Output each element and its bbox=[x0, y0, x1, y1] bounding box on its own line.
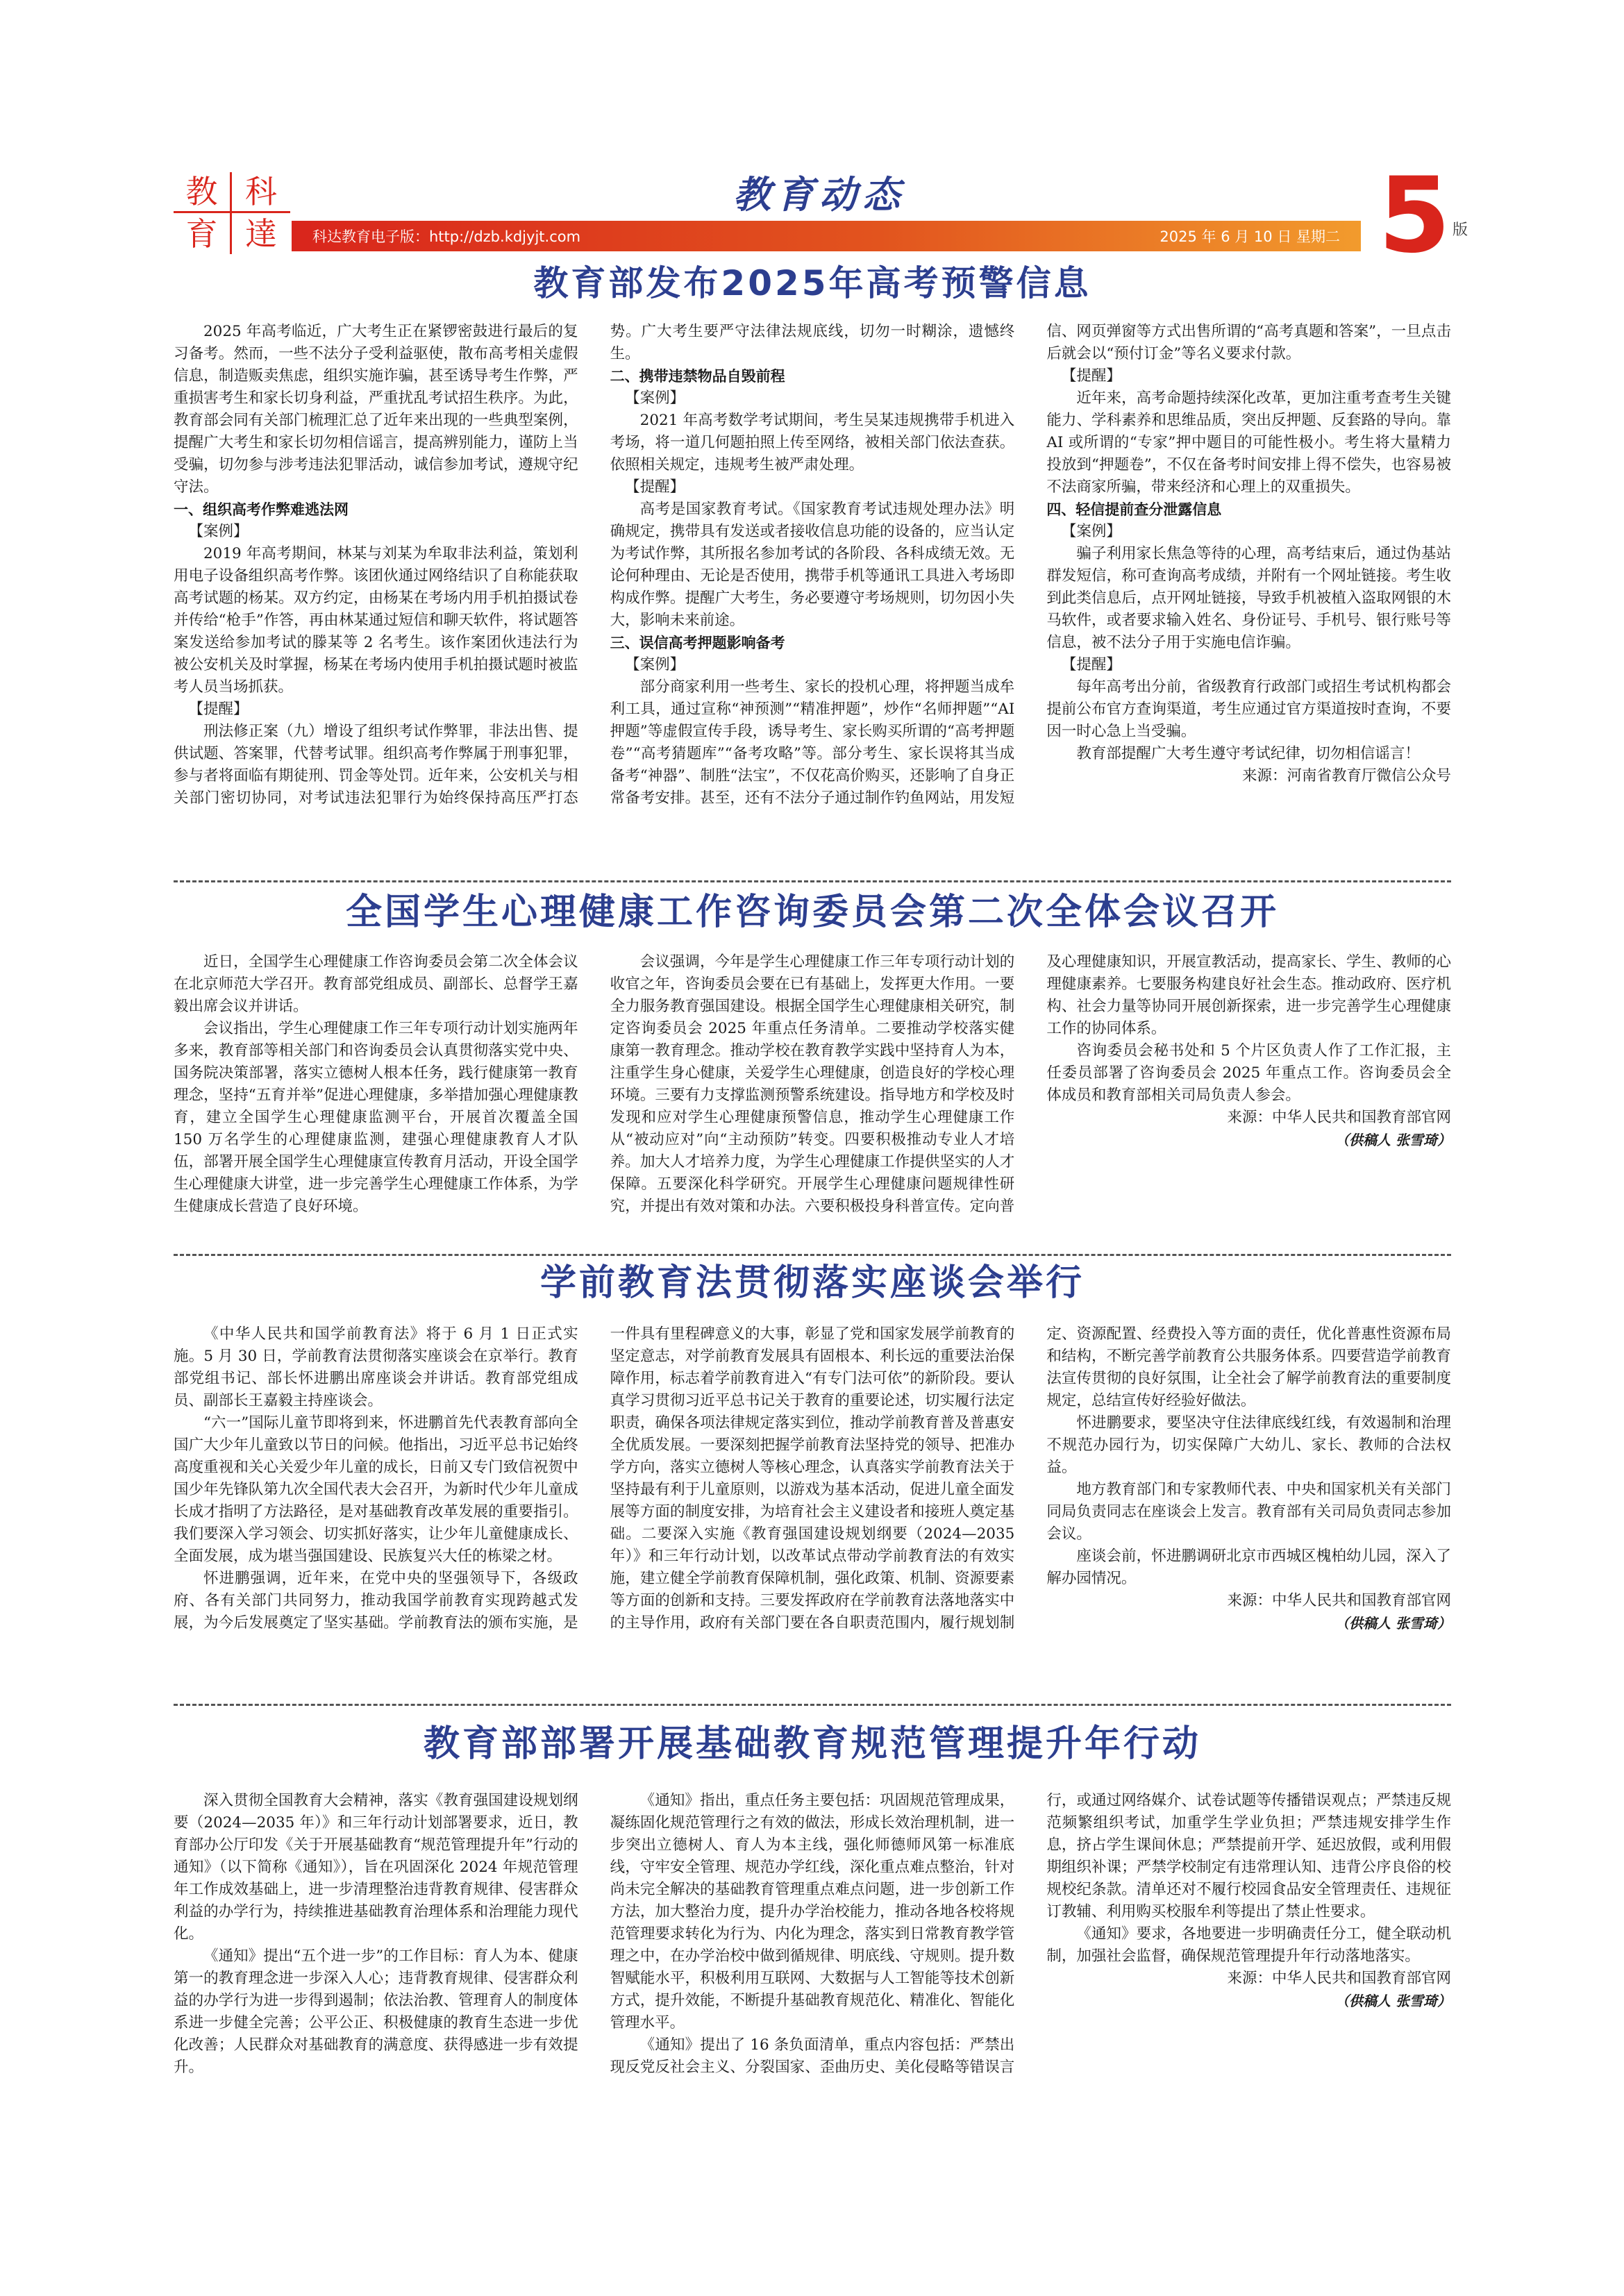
article-paragraph: 教育部提醒广大考生遵守考试纪律，切勿相信谣言！ bbox=[1076, 745, 1420, 762]
article-paragraph: 会议指出，学生心理健康工作三年专项行动计划实施两年多来，教育部等相关部门和咨询委员会认真贯彻落实党中央、国务院决策部署，落实立德树人根本任务，践行健康第一教育理念，坚持“五育并举”促进心理健康，多举措加强心理健康教育，建立全国学生心理健康监测平台，开展首次覆盖全国 150 万名学生的心理健康监测，建强心理健康教育人才队伍，部署开展全国学生心理健康宣传教育月活动，开设全国学生心理健康大讲堂，进一步完善学生心理健康工作体系，为学生健康成长营造了良好环境。 bbox=[174, 1020, 578, 1215]
article-paragraph: 2019 年高考期间，林某与刘某为牟取非法利益，策划利用电子设备组织高考作弊。该团伙通过网络结识了自称能获取高考试题的杨某。双方约定，由杨某在考场内用手机拍摄试卷并传给“枪手”作答，再由林某通过短信和聊天软件，将试题答案发送给参加考试的滕某等 2 名考生。该作案团伙违法行为被公安机关及时掌握，杨某在考场内使用手机拍摄试题时被监考人员当场抓获。 bbox=[174, 545, 578, 696]
article-divider bbox=[174, 880, 1451, 882]
article-paragraph: 怀进鹏强调，近年来，在党中央的坚强领导下，各级政府、各有关部门共同努力，推动我国学前教育实现跨越式发展，为今后发展奠定了坚实基础。学前教育法的颁布实施，是一件具有里程碑意义的大事，彰显了党和国家发展学前教育的坚定意志，对学前教育发展具有固根本、利长远的重要法治保障作用，标志着学前教育进入“有专门法可依”的新阶段。要认真学习贯彻习近平总书记关于教育的重要论述，切实履行法定职责，确保各项法律规定落实到位，推动学前教育普及普惠安全优质发展。一要深刻把握学前教育法坚持党的领导、把准办学方向，落实立德树人等核心理念，认真落实学前教育法关于坚持最有利于儿童原则，以游戏为基本活动，促进儿童全面发展等方面的制度安排，为培育社会主义建设者和接班人奠定基础。二要深入实施《教育强国建设规划纲要（2024—2035 年）》和三年行动计划，以改革试点带动学前教育法的有效实施，建立健全学前教育保障机制，强化政策、机制、资源要素等方面的创新和支持。三要发挥政府在学前教育法落地落实中的主导作用，政府有关部门要在各自职责范围内，履行规划制定、资源配置、经费投入等方面的责任，优化普惠性资源布局和结构，不断完善学前教育公共服务体系。四要营造学前教育法宣传贯彻的良好氛围，让全社会了解学前教育法的重要制度规定，总结宣传好经验好做法。 bbox=[174, 1325, 1451, 1632]
article-contributor: （供稿人 张雪琦） bbox=[1335, 1132, 1451, 1148]
article-paragraph: 刑法修正案（九）增设了组织考试作弊罪，非法出售、提供试题、答案罪，代替考试罪。组织高考作弊属于刑事犯罪，参与者将面临有期徒刑、罚金等处罚。近年来，公安机关与相关部门密切协同，对考试违法犯罪行为始终保持高压严打态势。广大考生要严守法律法规底线，切勿一时糊涂，遗憾终生。 bbox=[174, 323, 1015, 807]
article-paragraph: “六一”国际儿童节即将到来，怀进鹏首先代表教育部向全国广大少年儿童致以节日的问候。他指出，习近平总书记始终高度重视和关心关爱少年儿童的成长，日前又专门致信祝贺中国少年先锋队第九次全国代表大会召开，为新时代少年儿童成长成才指明了方法路径，是对基础教育改革发展的重要指引。我们要深入学习领会、切实抓好落实，让少年儿童健康成长、全面发展，成为堪当强国建设、民族复兴大任的栋梁之材。 bbox=[174, 1414, 578, 1565]
article-headline: 学前教育法贯彻落实座谈会举行 bbox=[539, 1262, 1085, 1304]
article-tag: 【提醒】 bbox=[188, 701, 249, 718]
article-source: 来源：中华人民共和国教育部官网 bbox=[1227, 1970, 1451, 1987]
article-subheading: 四、轻信提前查分泄露信息 bbox=[1046, 501, 1222, 518]
article-paragraph: 每年高考出分前，省级教育行政部门或招生考试机构都会提前公布官方查询渠道，考生应通过官方渠道按时查询，不要因一时心急上当受骗。 bbox=[1046, 678, 1451, 740]
article-paragraph: 《通知》提出“五个进一步”的工作目标：育人为本、健康第一的教育理念进一步深入人心；违背教育规律、侵害群众利益的办学行为进一步得到遏制；依法治教、管理育人的制度体系进一步健全完善；公平公正、积极健康的教育生态进一步优化改善；人民群众对基础教育的满意度、获得感进一步有效提升。 bbox=[174, 1947, 578, 2076]
article-tag: 【案例】 bbox=[1061, 523, 1121, 540]
article-paragraph: 座谈会前，怀进鹏调研北京市西城区槐柏幼儿园，深入了解办园情况。 bbox=[1046, 1548, 1451, 1587]
article-tag: 【案例】 bbox=[625, 656, 685, 673]
article-body bbox=[174, 321, 1451, 876]
article-paragraph: 咨询委员会秘书处和 5 个片区负责人作了工作汇报，主任委员部署了咨询委员会 2025 年重点工作。咨询委员会全体成员和教育部相关司局负责人参会。 bbox=[1046, 1042, 1451, 1104]
logo-char: 育 bbox=[174, 213, 232, 254]
article-tag: 【提醒】 bbox=[1061, 656, 1121, 673]
logo-char: 科 bbox=[232, 172, 290, 213]
article-source: 来源：中华人民共和国教育部官网 bbox=[1227, 1592, 1451, 1609]
article-tag: 【提醒】 bbox=[1061, 367, 1121, 385]
article-subheading: 二、携带违禁物品自毁前程 bbox=[610, 368, 785, 385]
article-paragraph: 近年来，高考命题持续深化改革，更加注重考查考生关键能力、学科素养和思维品质，突出反押题、反套路的导向。靠 AI 或所谓的“专家”押中题目的可能性极小。考生将大量精力投放到“押题卷”，不仅在备考时间安排上得不偿失，也容易被不法商家所骗，带来经济和心理上的双重损失。 bbox=[1046, 389, 1451, 496]
article-paragraph: 深入贯彻全国教育大会精神，落实《教育强国建设规划纲要（2024—2035 年）》和三年行动计划部署要求，近日，教育部办公厅印发《关于开展基础教育“规范管理提升年”行动的通知》（以下简称《通知》），旨在巩固深化 2024 年规范管理年工作成效基础上，进一步清理整治违背教育规律、侵害群众利益的办学行为，持续推进基础教育治理体系和治理能力现代化。 bbox=[174, 1792, 578, 1943]
site-url[interactable]: 科达教育电子版：http://dzb.kdjyjt.com bbox=[312, 228, 581, 245]
article-body bbox=[174, 1323, 1451, 1691]
section-title: 教育动态 bbox=[733, 173, 905, 217]
article-divider bbox=[174, 1704, 1451, 1706]
article-source: 来源：中华人民共和国教育部官网 bbox=[1227, 1109, 1451, 1126]
article-tag: 【提醒】 bbox=[625, 478, 685, 496]
masthead-logo bbox=[174, 172, 290, 254]
article-body bbox=[174, 1790, 1451, 2179]
article-paragraph: 会议强调，今年是学生心理健康工作三年专项行动计划的收官之年，咨询委员会要在已有基础上，发挥更大作用。一要全力服务教育强国建设。根据全国学生心理健康相关研究，制定咨询委员会 2025 年重点任务清单。二要推动学校落实健康第一教育理念。推动学校在教育教学实践中坚持育人为本，注重学生身心健康，关爱学生心理健康，创造良好的学校心理环境。三要有力支撑监测预警系统建设。指导地方和学校及时发现和应对学生心理健康预警信息，推动学生心理健康工作从“被动应对”向“主动预防”转变。四要积极推动专业人才培养。加大人才培养力度，为学生心理健康工作提供坚实的人才保障。五要深化科学研究。开展学生心理健康问题规律性研究，并提出有效对策和办法。六要积极投身科普宣传。定向普及心理健康知识，开展宣教活动，提高家长、学生、教师的心理健康素养。七要服务构建良好社会生态。推动政府、医疗机构、社会力量等协同开展创新探索，进一步完善学生心理健康工作的协同体系。 bbox=[610, 953, 1451, 1215]
article-body bbox=[174, 951, 1451, 1236]
article-paragraph: 2021 年高考数学考试期间，考生吴某违规携带手机进入考场，将一道几何题拍照上传至网络，被相关部门依法查获。依照相关规定，违规考生被严肃处理。 bbox=[610, 412, 1015, 474]
article-source: 来源：河南省教育厅微信公众号 bbox=[1241, 767, 1451, 785]
article-headline: 教育部发布2025年高考预警信息 bbox=[533, 263, 1091, 303]
article-tag: 【案例】 bbox=[188, 523, 249, 540]
issue-date: 2025 年 6 月 10 日 星期二 bbox=[1160, 228, 1340, 245]
article-paragraph: 《通知》指出，重点任务主要包括：巩固规范管理成果，凝练固化规范管理行之有效的做法，形成长效治理机制，进一步突出立德树人、育人为本主线，强化师德师风第一标准底线，守牢安全管理、规范办学红线，深化重点难点整治，针对尚未完全解决的基础教育管理重点难点问题，进一步创新工作方法，加大整治力度，提升办学治校能力，推动各地各校将规范管理要求转化为行为、内化为理念，落实到日常教育教学管理之中，在办学治校中做到循规律、明底线、守规则。提升数智赋能水平，积极利用互联网、大数据与人工智能等技术创新方式，提升效能，不断提升基础教育规范化、精准化、智能化管理水平。 bbox=[610, 1792, 1015, 2031]
article-paragraph: 地方教育部门和专家教师代表、中央和国家机关有关部门同局负责同志在座谈会上发言。教育部有关司局负责同志参加会议。 bbox=[1046, 1481, 1451, 1543]
article-paragraph: 近日，全国学生心理健康工作咨询委员会第二次全体会议在北京师范大学召开。教育部党组成员、副部长、总督学王嘉毅出席会议并讲话。 bbox=[174, 953, 578, 1015]
article-paragraph: 骗子利用家长焦急等待的心理，高考结束后，通过伪基站群发短信，称可查询高考成绩，并附有一个网址链接。考生收到此类信息后，点开网址链接，导致手机被植入盗取网银的木马软件，或者要求输入姓名、身份证号、手机号、银行账号等信息，被不法分子用于实施电信诈骗。 bbox=[1046, 545, 1451, 651]
article-paragraph: 《通知》提出了 16 条负面清单，重点内容包括：严禁出现反党反社会主义、分裂国家、歪曲历史、美化侵略等错误言行，或通过网络媒介、试卷试题等传播错误观点；严禁违反规范频繁组织考试，加重学生学业负担；严禁违规安排学生作息，挤占学生课间休息；严禁提前开学、延迟放假，或利用假期组织补课；严禁学校制定有违常理认知、违背公序良俗的校规校纪条款。清单还对不履行校园食品安全管理责任、违规征订教辅、利用购买校服牟利等提出了禁止性要求。 bbox=[610, 1792, 1451, 2076]
article-paragraph: 《中华人民共和国学前教育法》将于 6 月 1 日正式实施。5 月 30 日，学前教育法贯彻落实座谈会在京举行。教育部党组书记、部长怀进鹏出席座谈会并讲话。教育部党组成员、副部长王嘉毅主持座谈会。 bbox=[174, 1325, 578, 1409]
logo-char: 達 bbox=[245, 215, 277, 253]
article-contributor: （供稿人 张雪琦） bbox=[1335, 1615, 1451, 1632]
article-subheading: 一、组织高考作弊难逃法网 bbox=[174, 501, 349, 518]
article-paragraph: 2025 年高考临近，广大考生正在紧锣密鼓进行最后的复习备考。然而，一些不法分子受利益驱使，散布高考相关虚假信息，制造贩卖焦虑，组织实施诈骗，甚至诱导考生作弊，严重损害考生和家长切身利益，严重扰乱考试招生秩序。为此，教育部会同有关部门梳理汇总了近年来出现的一些典型案例，提醒广大考生和家长切勿相信谣言，提高辨别能力，谨防上当受骗，切勿参与涉考违法犯罪活动，诚信参加考试，遵规守纪守法。 bbox=[174, 323, 578, 496]
article-contributor: （供稿人 张雪琦） bbox=[1335, 1993, 1451, 2009]
article-paragraph: 部分商家利用一些考生、家长的投机心理，将押题当成牟利工具，通过宣称“神预测”“精准押题”，炒作“名师押题”“AI 押题”等虚假宣传手段，诱导考生、家长购买所谓的“高考押题卷”“高考猜题库”“备考攻略”等。部分考生、家长误将其当成备考“神器”、制胜“法宝”，不仅花高价购买，还影响了自身正常备考安排。甚至，还有不法分子通过制作钓鱼网站，用发短信、网页弹窗等方式出售所谓的“高考真题和答案”，一旦点击后就会以“预付订金”等名义要求付款。 bbox=[610, 323, 1451, 807]
article-headline: 全国学生心理健康工作咨询委员会第二次全体会议召开 bbox=[345, 891, 1279, 933]
article-headline: 教育部部署开展基础教育规范管理提升年行动 bbox=[423, 1723, 1201, 1765]
page-number: 5 bbox=[1378, 156, 1451, 276]
logo-char: 教 bbox=[174, 172, 232, 213]
article-tag: 【案例】 bbox=[625, 389, 685, 407]
page-unit: 版 bbox=[1453, 221, 1468, 239]
header-bar bbox=[292, 221, 1361, 251]
article-divider bbox=[174, 1254, 1451, 1256]
article-paragraph: 怀进鹏要求，要坚决守住法律底线红线，有效遏制和治理不规范办园行为，切实保障广大幼儿、家长、教师的合法权益。 bbox=[1046, 1414, 1451, 1476]
article-subheading: 三、误信高考押题影响备考 bbox=[610, 635, 785, 651]
article-paragraph: 高考是国家教育考试。《国家教育考试违规处理办法》明确规定，携带具有发送或者接收信息功能的设备的，应当认定为考试作弊，其所报名参加考试的各阶段、各科成绩无效。无论何种理由、无论是否使用，携带手机等通讯工具进入考场即构成作弊。提醒广大考生，务必要遵守考场规则，切勿因小失大，影响未来前途。 bbox=[610, 501, 1015, 629]
article-paragraph: 《通知》要求，各地要进一步明确责任分工，健全联动机制，加强社会监督，确保规范管理提升年行动落地落实。 bbox=[1046, 1925, 1451, 1965]
